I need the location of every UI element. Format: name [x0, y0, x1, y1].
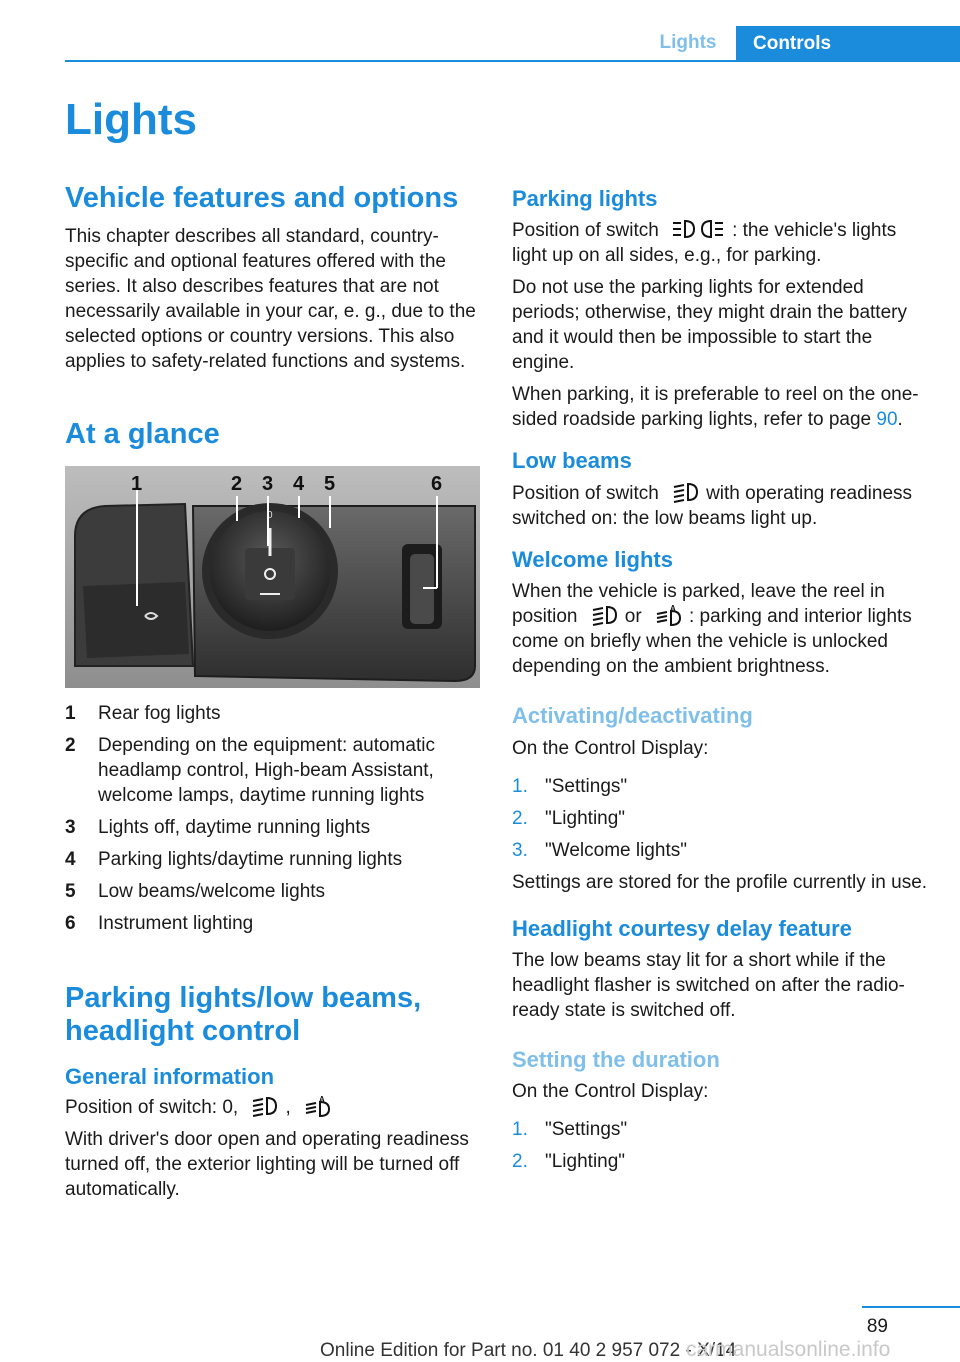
- parking-lights-paragraph: Position of switch : the vehicle's lights light up on all sides, e.g., for parking.: [512, 220, 897, 267]
- callout-6: 6: [431, 472, 443, 495]
- low-beams-paragraph: Position of switch with operating readiness switched on: the low beams light up.: [512, 482, 913, 529]
- low-beams-heading: Low beams: [512, 448, 632, 474]
- list-item: 3 Lights off, daytime running lights: [65, 816, 371, 838]
- light-switch-figure: [65, 466, 480, 688]
- callout-5: 5: [324, 472, 336, 495]
- header-section-tab: Lights: [659, 32, 717, 53]
- duration-steps: [512, 1117, 932, 1174]
- features-heading: Vehicle features and options: [65, 182, 459, 214]
- roadside-parking-paragraph: When parking, it is preferable to reel on the one-sided roadside parking lights, refer to page 90.: [512, 384, 919, 431]
- courtesy-delay-heading: Headlight courtesy delay feature: [512, 915, 852, 941]
- activating-note: Settings are stored for the profile currently in use.: [512, 871, 928, 893]
- low-beam-icon: [672, 481, 698, 503]
- list-item: 4 Parking lights/daytime running lights: [65, 848, 403, 870]
- auto-headlight-icon: [304, 1095, 330, 1117]
- list-item: 2 Depending on the equipment: automatic headlamp control, High-beam Assistant, welcome lamps, daytime running lights: [65, 734, 435, 806]
- list-item: 1 Rear fog lights: [65, 702, 221, 724]
- auto-headlight-icon: [655, 604, 681, 626]
- duration-heading: Setting the duration: [512, 1046, 720, 1072]
- low-beam-icon: [251, 1095, 277, 1117]
- list-item: 2. "Lighting": [512, 1151, 626, 1173]
- low-beam-icon: [591, 604, 617, 626]
- courtesy-delay-paragraph: The low beams stay lit for a short while if the headlight flasher is switched on after the radio-ready state is switched off.: [512, 949, 905, 1021]
- welcome-lights-heading: Welcome lights: [512, 546, 673, 572]
- list-item: 3. "Welcome lights": [512, 839, 687, 861]
- right-column: [512, 186, 932, 1181]
- list-item: 5 Low beams/welcome lights: [65, 880, 326, 902]
- list-item: 1. "Settings": [512, 1119, 628, 1141]
- parking-light-icon: [672, 218, 724, 240]
- callout-3: 3: [262, 472, 274, 495]
- welcome-lights-paragraph: When the vehicle is parked, leave the reel in position or A : parking and interior lights come on briefly when the vehicle is unlocked depending on the ambient brightness.: [512, 581, 912, 678]
- general-info-heading: General information: [65, 1064, 275, 1090]
- svg-text:A: A: [669, 604, 676, 614]
- watermark: carmanualsonline.info: [686, 1338, 891, 1361]
- list-item: 6 Instrument lighting: [65, 912, 254, 934]
- list-item: 2. "Lighting": [512, 807, 626, 829]
- list-item: 1. "Settings": [512, 775, 628, 797]
- page-number: 89: [866, 1316, 888, 1337]
- general-switch-positions: Position of switch: 0, , A: [65, 1095, 485, 1120]
- callout-4: 4: [293, 472, 305, 495]
- edition-note: Online Edition for Part no. 01 40 2 957 072 - X/14: [320, 1340, 737, 1361]
- callout-1: 1: [131, 472, 143, 495]
- activating-heading: Activating/deactivating: [512, 703, 753, 729]
- svg-text:A: A: [319, 1094, 325, 1104]
- parking-lights-heading: Parking lights: [512, 186, 658, 211]
- general-paragraph: With driver's door open and operating readiness turned off, the exterior lighting will be turned off automatically.: [65, 1128, 469, 1200]
- footer-divider: [862, 1306, 960, 1308]
- duration-intro: On the Control Display:: [512, 1081, 709, 1103]
- header-chapter-tab: Controls: [736, 26, 960, 62]
- features-paragraph: This chapter describes all standard, country-specific and optional features offered with the series. It also describes features that are not necessarily available in your car, e. g., due to the selected options or country versions. This also applies to safety-related functions and systems.: [65, 226, 476, 373]
- glance-heading: At a glance: [65, 418, 220, 451]
- callout-2: 2: [231, 472, 243, 495]
- page-reference-link[interactable]: 90: [876, 409, 898, 431]
- page-title: Lights: [65, 95, 197, 144]
- parking-battery-paragraph: Do not use the parking lights for extended periods; otherwise, they might drain the battery and it would then be impossible to start the engine.: [512, 277, 907, 374]
- light-switch-illustration: [65, 466, 480, 688]
- parking-lowbeam-heading: Parking lights/low beams, headlight control: [65, 981, 422, 1048]
- activating-intro: On the Control Display:: [512, 737, 709, 759]
- activating-steps: [512, 774, 932, 863]
- dial-zero-label: 0: [267, 509, 273, 521]
- legend-list: [65, 701, 485, 936]
- header-divider: [65, 60, 960, 62]
- left-column: [65, 182, 485, 1202]
